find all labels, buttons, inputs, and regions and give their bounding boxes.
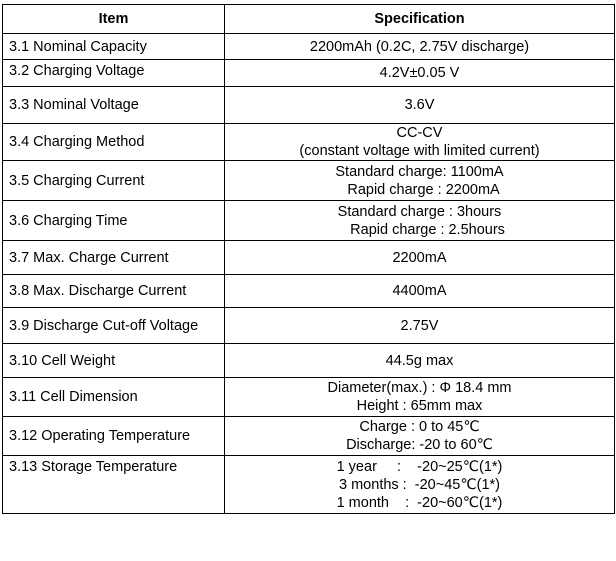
table-row — [3, 275, 615, 308]
specification-line: Discharge: -20 to 60℃ — [346, 437, 493, 453]
specification-line: Diameter(max.) : Φ 18.4 mm — [327, 380, 512, 396]
specification-line: CC-CV — [396, 125, 443, 141]
specification-line: Rapid charge : 2.5hours — [334, 221, 505, 238]
specification-line: Standard charge: 1100mA — [335, 163, 504, 180]
header-item: Item — [3, 5, 225, 34]
table-row — [3, 378, 615, 417]
specification-line: 4400mA — [392, 283, 447, 299]
specification-cell — [225, 275, 615, 308]
specification-line: 2200mAh (0.2C, 2.75V discharge) — [309, 38, 530, 55]
table-row — [3, 344, 615, 378]
specification-line: Charge : 0 to 45℃ — [359, 419, 480, 435]
item-cell: 3.1 Nominal Capacity — [3, 34, 225, 60]
table-header-row — [3, 5, 615, 34]
table-row — [3, 124, 615, 161]
item-cell: 3.12 Operating Temperature — [3, 417, 225, 456]
specification-cell — [225, 87, 615, 124]
item-cell: 3.4 Charging Method — [3, 124, 225, 161]
specification-line: Rapid charge : 2200mA — [339, 181, 500, 198]
specification-line: (constant voltage with limited current) — [299, 143, 540, 159]
specification-line: 1 year : -20~25℃(1*) — [336, 458, 503, 475]
item-cell: 3.13 Storage Temperature — [3, 456, 225, 514]
specification-cell — [225, 241, 615, 275]
table-row — [3, 201, 615, 241]
table-row — [3, 456, 615, 514]
specification-line: 3.6V — [404, 97, 435, 113]
specification-cell — [225, 124, 615, 161]
table-row — [3, 308, 615, 344]
item-cell: 3.2 Charging Voltage — [3, 60, 225, 87]
specification-cell — [225, 378, 615, 417]
specification-cell — [225, 344, 615, 378]
specification-table — [2, 4, 615, 514]
table-row — [3, 87, 615, 124]
item-cell: 3.10 Cell Weight — [3, 344, 225, 378]
table-body — [3, 34, 615, 514]
item-cell: 3.6 Charging Time — [3, 201, 225, 241]
specification-line: Height : 65mm max — [356, 398, 483, 414]
item-cell: 3.9 Discharge Cut-off Voltage — [3, 308, 225, 344]
item-cell: 3.7 Max. Charge Current — [3, 241, 225, 275]
specification-line: 1 month : -20~60℃(1*) — [336, 494, 503, 511]
table-row — [3, 161, 615, 201]
specification-cell — [225, 417, 615, 456]
table-row — [3, 34, 615, 60]
specification-line: 2.75V — [400, 317, 439, 334]
table-row — [3, 417, 615, 456]
item-cell: 3.11 Cell Dimension — [3, 378, 225, 417]
item-cell: 3.8 Max. Discharge Current — [3, 275, 225, 308]
specification-line: 44.5g max — [385, 352, 454, 369]
header-specification: Specification — [225, 5, 615, 34]
specification-line: 2200mA — [392, 249, 447, 266]
specification-cell — [225, 308, 615, 344]
specification-line: Standard charge : 3hours — [337, 203, 502, 220]
table-row — [3, 60, 615, 87]
item-cell: 3.5 Charging Current — [3, 161, 225, 201]
table-row — [3, 241, 615, 275]
specification-cell — [225, 60, 615, 87]
specification-line: 4.2V±0.05 V — [379, 65, 460, 81]
specification-cell — [225, 456, 615, 514]
specification-line: 3 months : -20~45℃(1*) — [339, 476, 500, 493]
specification-cell — [225, 161, 615, 201]
specification-cell — [225, 34, 615, 60]
item-cell: 3.3 Nominal Voltage — [3, 87, 225, 124]
specification-cell — [225, 201, 615, 241]
